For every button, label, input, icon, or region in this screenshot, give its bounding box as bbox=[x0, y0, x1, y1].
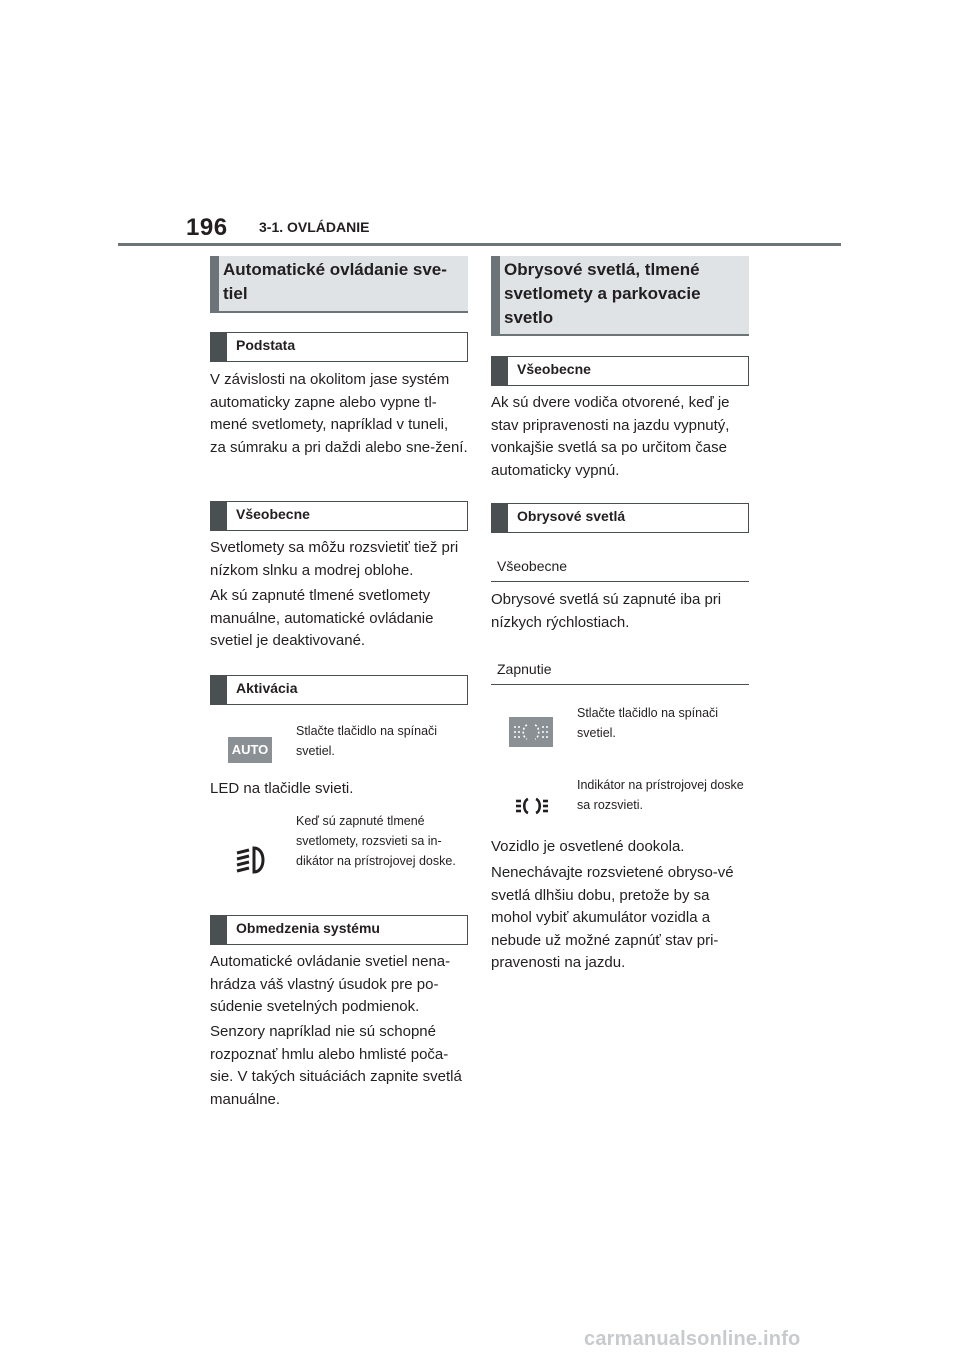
vseobecne-text-1: Svetlomety sa môžu rozsvietiť tiež pri nízkom slnku a modrej oblohe. bbox=[210, 539, 459, 579]
right-vseobecne-text: Ak sú dvere vodiča otvorené, keď je stav pripravenosti na jazdu vypnutý, vonkajšie svetlá sa po určitom čase automaticky vypnú. bbox=[491, 394, 730, 479]
aktivacia-heading: Aktivácia bbox=[210, 675, 468, 705]
podstata-text: V závislosti na okolitom jase systém automaticky zapne alebo vypne tl-mené svetlomety, napríklad v tuneli, za súmraku a pri daždi alebo sne-žení. bbox=[210, 371, 468, 456]
page-number: 196 bbox=[186, 214, 228, 241]
obrysove-heading: Obrysové svetlá bbox=[491, 503, 749, 533]
obrysove-subheading-vseobecne: Všeobecne bbox=[491, 552, 749, 582]
podstata-heading: Podstata bbox=[210, 332, 468, 362]
obmedzenia-text-1: Automatické ovládanie svetiel nena-hrádza váš vlastný úsudok pre po-súdenie svetelných podmienok. bbox=[210, 953, 451, 1015]
led-text: LED na tlačidle svieti. bbox=[210, 780, 354, 797]
header-divider bbox=[118, 243, 841, 246]
parking-light-button-icon bbox=[509, 717, 553, 747]
right-vseobecne-heading: Všeobecne bbox=[491, 356, 749, 386]
auto-button-icon: AUTO bbox=[228, 737, 272, 763]
obrysove-subheading-zapnutie: Zapnutie bbox=[491, 655, 749, 685]
watermark: carmanualsonline.info bbox=[584, 1328, 801, 1350]
obrysove-text-1: Vozidlo je osvetlené dookola. bbox=[491, 838, 685, 855]
obmedzenia-text-2: Senzory napríklad nie sú schopné rozpoznať hmlu alebo hmlisté poča-sie. V takých situáciách zapnite svetlá manuálne. bbox=[210, 1023, 462, 1108]
parking-light-indicator-icon bbox=[514, 795, 550, 817]
vseobecne-text-2: Ak sú zapnuté tlmené svetlomety manuálne, automatické ovládanie svetiel je deaktivované. bbox=[210, 587, 434, 649]
obmedzenia-heading: Obmedzenia systému bbox=[210, 915, 468, 945]
obrysove-vseobecne-text: Obrysové svetlá sú zapnuté iba pri nízkych rýchlostiach. bbox=[491, 591, 722, 631]
aktivacia-step-2: Keď sú zapnuté tlmené svetlomety, rozsvieti sa in-dikátor na prístrojovej doske. bbox=[296, 814, 456, 868]
section-title: 3-1. OVLÁDANIE bbox=[259, 219, 370, 235]
aktivacia-step-1: Stlačte tlačidlo na spínači svetiel. bbox=[296, 724, 438, 758]
left-section-title: Automatické ovládanie sve- tiel bbox=[210, 256, 468, 313]
right-section-title: Obrysové svetlá, tlmené svetlomety a parkovacie svetlo bbox=[491, 256, 749, 336]
low-beam-indicator-icon bbox=[234, 844, 270, 876]
obrysove-text-2: Nenechávajte rozsvietené obryso-vé svetlá dlhšiu dobu, pretože by sa mohol vybiť akumulátor vozidla a nebude už možné zapnúť stav pri-pravenosti na jazdu. bbox=[491, 864, 734, 971]
obrysove-step-1: Stlačte tlačidlo na spínači svetiel. bbox=[577, 706, 719, 740]
vseobecne-heading: Všeobecne bbox=[210, 501, 468, 531]
obrysove-step-2: Indikátor na prístrojovej doske sa rozsvieti. bbox=[577, 778, 744, 812]
